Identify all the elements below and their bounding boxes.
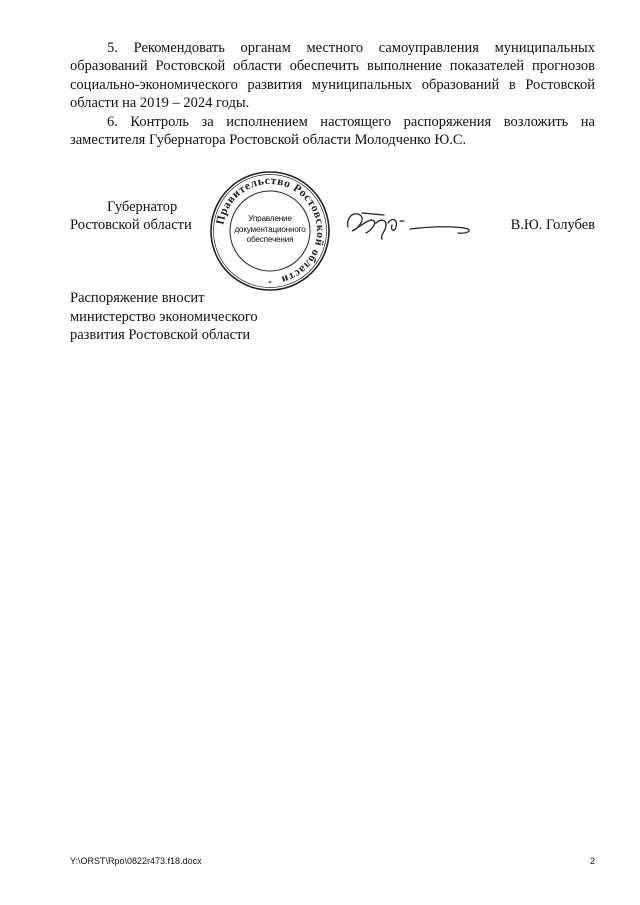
- signatory-position: [70, 198, 192, 235]
- seal-ring-text: Правительство Ростовской области: [214, 174, 327, 286]
- seal-inner-line-1: Управление: [248, 214, 292, 223]
- footer-file-path: Y:\ORST\Rpo\0822r473.f18.docx: [70, 856, 202, 866]
- introduced-line-1: Распоряжение вносит: [70, 290, 205, 306]
- position-line-1: Губернатор: [107, 199, 178, 215]
- signer-name: В.Ю. Голубев: [510, 217, 595, 233]
- page-number: 2: [589, 856, 595, 866]
- svg-text:*: *: [268, 279, 272, 288]
- introduced-line-2: министерство экономического: [70, 308, 258, 325]
- position-line-2: Ростовской области: [70, 217, 192, 234]
- paragraph-6: 6. Контроль за исполнением настоящего распоряжения возложить на заместителя Губернатора Ростовской области Молодченко Ю.С.: [70, 114, 595, 149]
- official-seal: [209, 170, 331, 292]
- introduced-by-block: [70, 289, 258, 345]
- seal-inner-line-3: обеспечения: [246, 235, 294, 245]
- seal-inner-line-2: документационного: [234, 224, 306, 234]
- introduced-line-3: развития Ростовской области: [70, 327, 251, 344]
- paragraph-5: 5. Рекомендовать органам местного самоуправления муниципальных образований Ростовской области обеспечить выполнение показателей прогнозов социально-экономического развития муниципальных образований в Ростовской области на 2019 – 2024 годы.: [70, 40, 595, 112]
- handwritten-signature: [340, 205, 480, 243]
- seal-inner-text: [227, 214, 313, 246]
